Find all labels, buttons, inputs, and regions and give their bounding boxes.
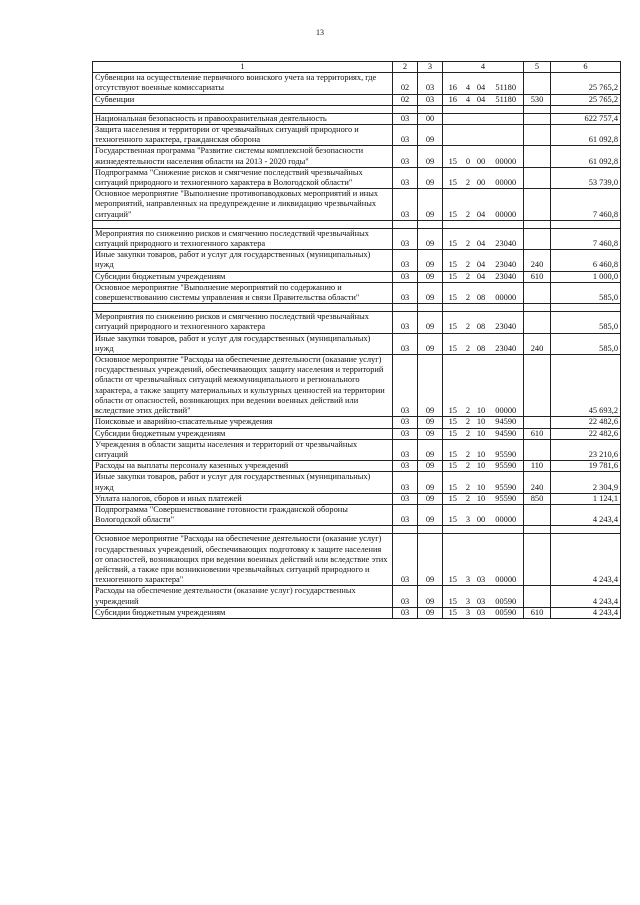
row-code-direction: 23040 [489,250,524,271]
row-code-direction: 23040 [489,312,524,333]
row-amount: 585,0 [551,333,621,354]
row-code-subprogram: 2 [463,189,474,221]
header-col-3: 3 [418,62,443,73]
row-amount: 622 757,4 [551,113,621,124]
row-code-subprogram: 2 [463,472,474,493]
row-expense-type [524,312,551,333]
row-code-event: 03 [474,607,489,618]
row-amount: 22 482,6 [551,417,621,428]
table-body [93,73,621,619]
row-code-program: 16 [443,73,463,94]
row-subsection: 09 [418,607,443,618]
row-code-event: 04 [474,250,489,271]
row-code-program: 15 [443,534,463,586]
row-section: 03 [393,113,418,124]
row-section: 03 [393,271,418,282]
row-amount: 4 243,4 [551,607,621,618]
row-section: 03 [393,461,418,472]
row-code-direction: 95590 [489,461,524,472]
row-code-event: 03 [474,586,489,607]
table-row [93,250,621,271]
row-code-event: 04 [474,189,489,221]
row-name: Основное мероприятие "Расходы на обеспечение деятельности (оказание услуг) государственных учреждений, обеспечивающих защиту населения и территорий области от чрезвычайных ситуаций межмуниципального и регионального характера, а также защиту материальных и культурных ценностей на территории области от опасностей, возникающих при ведении военных действий или вследствие этих действий" [93,355,393,417]
row-code-program: 15 [443,439,463,460]
table-row [93,428,621,439]
row-expense-type [524,586,551,607]
table-row [93,472,621,493]
row-subsection: 09 [418,472,443,493]
page-number: 13 [316,28,324,37]
row-code-subprogram: 2 [463,355,474,417]
row-code-program: 15 [443,607,463,618]
row-expense-type [524,534,551,586]
table-row [93,94,621,105]
table-row [93,586,621,607]
row-expense-type [524,228,551,249]
row-code-program [443,113,463,124]
row-subsection: 09 [418,586,443,607]
row-amount: 53 739,0 [551,167,621,188]
row-expense-type: 610 [524,271,551,282]
row-code-event [474,125,489,146]
row-expense-type: 240 [524,250,551,271]
row-subsection: 09 [418,504,443,525]
row-code-program: 15 [443,167,463,188]
spacer-row [93,220,621,228]
row-code-event: 00 [474,146,489,167]
row-code-direction: 00000 [489,189,524,221]
row-subsection: 09 [418,355,443,417]
row-code-subprogram [463,113,474,124]
row-amount: 7 460,8 [551,189,621,221]
row-code-subprogram: 4 [463,73,474,94]
row-code-event: 04 [474,228,489,249]
row-code-direction: 23040 [489,271,524,282]
row-name: Иные закупки товаров, работ и услуг для государственных (муниципальных) нужд [93,250,393,271]
row-name: Государственная программа "Развитие системы комплексной безопасности жизнедеятельности населения области на 2013 - 2020 годы" [93,146,393,167]
row-code-direction: 94590 [489,428,524,439]
row-amount: 585,0 [551,312,621,333]
row-subsection: 09 [418,228,443,249]
row-code-direction: 00590 [489,607,524,618]
row-section: 03 [393,493,418,504]
row-section: 03 [393,125,418,146]
table-row [93,312,621,333]
row-amount: 4 243,4 [551,586,621,607]
row-code-event: 10 [474,493,489,504]
row-expense-type: 240 [524,333,551,354]
row-code-program [443,125,463,146]
row-section: 03 [393,282,418,303]
row-code-event: 00 [474,504,489,525]
header-row [93,62,621,73]
row-section: 03 [393,189,418,221]
row-code-program: 15 [443,333,463,354]
row-code-subprogram: 3 [463,504,474,525]
spacer-row [93,304,621,312]
table-row [93,167,621,188]
row-expense-type [524,417,551,428]
table-row [93,271,621,282]
header-col-1: 1 [93,62,393,73]
row-section: 03 [393,504,418,525]
row-subsection: 09 [418,271,443,282]
row-expense-type [524,167,551,188]
row-section: 03 [393,586,418,607]
row-code-program: 15 [443,461,463,472]
row-code-event: 04 [474,94,489,105]
row-expense-type: 240 [524,472,551,493]
table-row [93,439,621,460]
row-expense-type [524,439,551,460]
row-amount: 4 243,4 [551,504,621,525]
row-code-program: 15 [443,493,463,504]
row-expense-type [524,113,551,124]
table-row [93,504,621,525]
row-code-direction: 51180 [489,94,524,105]
row-amount: 61 092,8 [551,125,621,146]
row-name: Иные закупки товаров, работ и услуг для государственных (муниципальных) нужд [93,472,393,493]
row-name: Мероприятия по снижению рисков и смягчению последствий чрезвычайных ситуаций природного и техногенного характера [93,312,393,333]
table-row [93,189,621,221]
row-code-direction [489,125,524,146]
row-code-direction: 95590 [489,472,524,493]
row-code-direction: 00000 [489,146,524,167]
row-section: 03 [393,439,418,460]
row-subsection: 03 [418,73,443,94]
row-amount: 2 304,9 [551,472,621,493]
row-code-event: 10 [474,461,489,472]
row-amount: 25 765,2 [551,73,621,94]
row-expense-type [524,504,551,525]
row-amount: 1 000,0 [551,271,621,282]
row-section: 02 [393,94,418,105]
row-name: Иные закупки товаров, работ и услуг для государственных (муниципальных) нужд [93,333,393,354]
row-code-event: 04 [474,73,489,94]
row-code-event: 08 [474,312,489,333]
row-code-subprogram: 2 [463,312,474,333]
row-expense-type [524,73,551,94]
row-section: 02 [393,73,418,94]
row-code-subprogram: 2 [463,417,474,428]
row-expense-type: 850 [524,493,551,504]
row-amount: 25 765,2 [551,94,621,105]
row-code-event [474,113,489,124]
row-expense-type [524,282,551,303]
table-row [93,607,621,618]
row-subsection: 09 [418,461,443,472]
row-subsection: 09 [418,282,443,303]
row-code-direction: 51180 [489,73,524,94]
row-code-program: 15 [443,472,463,493]
row-code-direction [489,113,524,124]
row-subsection: 09 [418,428,443,439]
row-subsection: 09 [418,312,443,333]
row-name: Учреждения в области защиты населения и территорий от чрезвычайных ситуаций [93,439,393,460]
row-code-program: 15 [443,504,463,525]
row-code-subprogram: 2 [463,271,474,282]
row-code-direction: 95590 [489,493,524,504]
row-code-program: 15 [443,250,463,271]
row-code-subprogram: 3 [463,586,474,607]
row-name: Подпрограмма "Снижение рисков и смягчение последствий чрезвычайных ситуаций природного и техногенного характера в Вологодской области" [93,167,393,188]
row-section: 03 [393,472,418,493]
row-name: Подпрограмма "Совершенствование готовности гражданской обороны Вологодской области" [93,504,393,525]
row-name: Поисковые и аварийно-спасательные учреждения [93,417,393,428]
row-code-subprogram: 4 [463,94,474,105]
row-code-direction: 23040 [489,228,524,249]
row-code-event: 10 [474,355,489,417]
row-code-direction: 94590 [489,417,524,428]
budget-table [92,61,621,619]
row-section: 03 [393,333,418,354]
row-expense-type [524,355,551,417]
table-row [93,493,621,504]
row-code-event: 10 [474,439,489,460]
row-code-program: 15 [443,228,463,249]
row-code-subprogram: 2 [463,493,474,504]
row-subsection: 09 [418,417,443,428]
header-col-5: 5 [524,62,551,73]
row-name: Субсидии бюджетным учреждениям [93,607,393,618]
row-code-subprogram: 0 [463,146,474,167]
row-code-subprogram: 2 [463,282,474,303]
table-row [93,333,621,354]
row-name: Мероприятия по снижению рисков и смягчению последствий чрезвычайных ситуаций природного и техногенного характера [93,228,393,249]
table-row [93,73,621,94]
row-code-subprogram: 2 [463,461,474,472]
row-code-program: 15 [443,282,463,303]
row-code-program: 15 [443,586,463,607]
row-expense-type: 110 [524,461,551,472]
row-code-direction: 00000 [489,504,524,525]
row-code-subprogram [463,125,474,146]
row-code-program: 15 [443,417,463,428]
row-amount: 585,0 [551,282,621,303]
row-code-event: 04 [474,271,489,282]
row-expense-type [524,125,551,146]
row-code-subprogram: 3 [463,607,474,618]
table-row [93,461,621,472]
row-subsection: 09 [418,125,443,146]
row-code-direction: 00590 [489,586,524,607]
row-code-subprogram: 2 [463,428,474,439]
row-code-event: 08 [474,282,489,303]
row-code-program: 15 [443,428,463,439]
row-code-program: 15 [443,271,463,282]
header-col-4: 4 [443,62,524,73]
row-name: Субвенции на осуществление первичного воинского учета на территориях, где отсутствуют военные комиссариаты [93,73,393,94]
table-row [93,282,621,303]
table-row [93,228,621,249]
row-name: Основное мероприятие "Выполнение мероприятий по содержанию и совершенствованию системы управления и связи Правительства области" [93,282,393,303]
row-amount: 45 693,2 [551,355,621,417]
table-row [93,125,621,146]
header-col-2: 2 [393,62,418,73]
row-expense-type: 610 [524,607,551,618]
row-expense-type: 610 [524,428,551,439]
row-code-event: 03 [474,534,489,586]
row-code-event: 10 [474,428,489,439]
header-col-6: 6 [551,62,621,73]
row-code-event: 10 [474,472,489,493]
row-section: 03 [393,228,418,249]
row-section: 03 [393,607,418,618]
row-subsection: 09 [418,146,443,167]
row-name: Субсидии бюджетным учреждениям [93,428,393,439]
row-name: Основное мероприятие "Расходы на обеспечение деятельности (оказание услуг) государственных учреждений, обеспечивающих подготовку к защите населения от опасностей, возникающих при ведении военных действий или вследствие этих действий, а также при возникновении чрезвычайных ситуаций природного и техногенного характера" [93,534,393,586]
row-code-program: 15 [443,355,463,417]
row-subsection: 09 [418,333,443,354]
row-code-program: 15 [443,146,463,167]
row-name: Основное мероприятие "Выполнение противопаводковых мероприятий и иных мероприятий, направленных на предупреждение и ликвидацию чрезвычайных ситуаций" [93,189,393,221]
row-section: 03 [393,146,418,167]
row-name: Уплата налогов, сборов и иных платежей [93,493,393,504]
row-expense-type [524,189,551,221]
row-name: Субсидии бюджетным учреждениям [93,271,393,282]
row-code-subprogram: 2 [463,167,474,188]
row-code-program: 15 [443,312,463,333]
row-amount: 4 243,4 [551,534,621,586]
row-amount: 19 781,6 [551,461,621,472]
row-amount: 61 092,8 [551,146,621,167]
table-row [93,355,621,417]
row-amount: 1 124,1 [551,493,621,504]
row-name: Субвенции [93,94,393,105]
row-section: 03 [393,355,418,417]
row-code-event: 10 [474,417,489,428]
row-code-subprogram: 2 [463,333,474,354]
row-subsection: 09 [418,189,443,221]
table-row [93,534,621,586]
row-name: Защита населения и территории от чрезвычайных ситуаций природного и техногенного характера, гражданская оборона [93,125,393,146]
table-row [93,113,621,124]
row-section: 03 [393,312,418,333]
row-section: 03 [393,428,418,439]
row-name: Расходы на выплаты персоналу казенных учреждений [93,461,393,472]
table-row [93,417,621,428]
row-code-subprogram: 2 [463,228,474,249]
row-name: Национальная безопасность и правоохранительная деятельность [93,113,393,124]
row-amount: 7 460,8 [551,228,621,249]
row-expense-type [524,146,551,167]
row-subsection: 09 [418,167,443,188]
table-row [93,146,621,167]
row-code-direction: 23040 [489,333,524,354]
row-amount: 6 460,8 [551,250,621,271]
row-section: 03 [393,417,418,428]
row-subsection: 00 [418,113,443,124]
row-code-subprogram: 3 [463,534,474,586]
row-code-direction: 00000 [489,282,524,303]
row-expense-type: 530 [524,94,551,105]
row-amount: 22 482,6 [551,428,621,439]
spacer-row [93,526,621,534]
row-subsection: 09 [418,250,443,271]
row-code-subprogram: 2 [463,250,474,271]
row-subsection: 09 [418,534,443,586]
spacer-row [93,105,621,113]
row-subsection: 03 [418,94,443,105]
row-section: 03 [393,167,418,188]
row-section: 03 [393,534,418,586]
row-code-direction: 00000 [489,534,524,586]
row-code-event: 08 [474,333,489,354]
row-subsection: 09 [418,439,443,460]
row-code-program: 15 [443,189,463,221]
row-amount: 23 210,6 [551,439,621,460]
row-code-direction: 00000 [489,167,524,188]
row-code-subprogram: 2 [463,439,474,460]
row-code-direction: 95590 [489,439,524,460]
row-subsection: 09 [418,493,443,504]
row-section: 03 [393,250,418,271]
row-name: Расходы на обеспечение деятельности (оказание услуг) государственных учреждений [93,586,393,607]
row-code-direction: 00000 [489,355,524,417]
row-code-event: 00 [474,167,489,188]
row-code-program: 16 [443,94,463,105]
